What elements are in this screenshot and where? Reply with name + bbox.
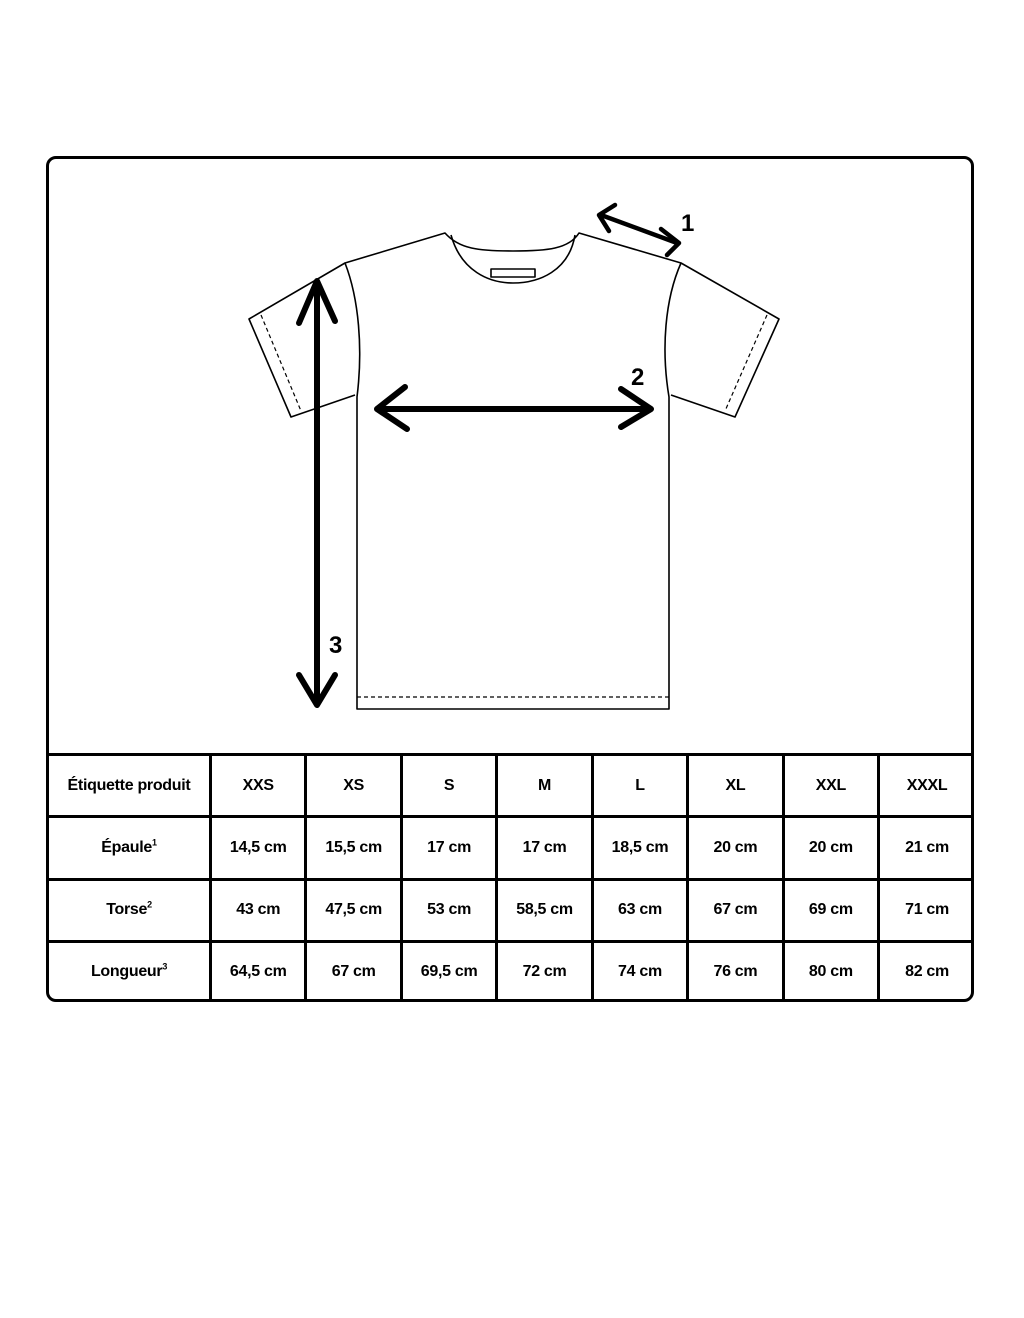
- table-cell: 20 cm: [688, 817, 783, 879]
- chest-arrow: [377, 387, 651, 429]
- table-row: [49, 941, 974, 1002]
- table-cell: 71 cm: [879, 879, 974, 941]
- table-cell: 21 cm: [879, 817, 974, 879]
- table-cell: 72 cm: [497, 941, 592, 1002]
- table-cell: 58,5 cm: [497, 879, 592, 941]
- table-cell: 76 cm: [688, 941, 783, 1002]
- table-cell: 18,5 cm: [592, 817, 687, 879]
- tshirt-figure: [49, 159, 974, 755]
- table-cell: 69,5 cm: [401, 941, 496, 1002]
- table-row: [49, 817, 974, 879]
- header-size: XXXL: [879, 755, 974, 817]
- row-label: Torse$^2$: [49, 879, 211, 941]
- table-row: [49, 879, 974, 941]
- table-cell: 80 cm: [783, 941, 878, 1002]
- table-cell: 20 cm: [783, 817, 878, 879]
- table-cell: 67 cm: [688, 879, 783, 941]
- table-cell: 47,5 cm: [306, 879, 401, 941]
- table-cell: 43 cm: [211, 879, 306, 941]
- table-cell: 67 cm: [306, 941, 401, 1002]
- row-label: Épaule$^1$: [49, 817, 211, 879]
- table-cell: 82 cm: [879, 941, 974, 1002]
- size-guide-frame: [46, 156, 974, 1002]
- label-2: 2: [631, 364, 645, 391]
- table-cell: 14,5 cm: [211, 817, 306, 879]
- header-label: Étiquette produit: [49, 755, 211, 817]
- table-cell: 17 cm: [497, 817, 592, 879]
- table-cell: 63 cm: [592, 879, 687, 941]
- header-size: XL: [688, 755, 783, 817]
- table-cell: 69 cm: [783, 879, 878, 941]
- header-size: L: [592, 755, 687, 817]
- label-1: 1: [681, 210, 695, 237]
- label-3: 3: [329, 632, 343, 659]
- table-header-row: [49, 755, 974, 817]
- header-size: XXS: [211, 755, 306, 817]
- header-size: M: [497, 755, 592, 817]
- header-size: S: [401, 755, 496, 817]
- table-cell: 17 cm: [401, 817, 496, 879]
- table-cell: 74 cm: [592, 941, 687, 1002]
- table-cell: 64,5 cm: [211, 941, 306, 1002]
- row-label: Longueur$^3$: [49, 941, 211, 1002]
- shoulder-arrow: [599, 205, 679, 255]
- header-size: XS: [306, 755, 401, 817]
- table-cell: 53 cm: [401, 879, 496, 941]
- header-size: XXL: [783, 755, 878, 817]
- size-table: [49, 753, 974, 1002]
- table-cell: 15,5 cm: [306, 817, 401, 879]
